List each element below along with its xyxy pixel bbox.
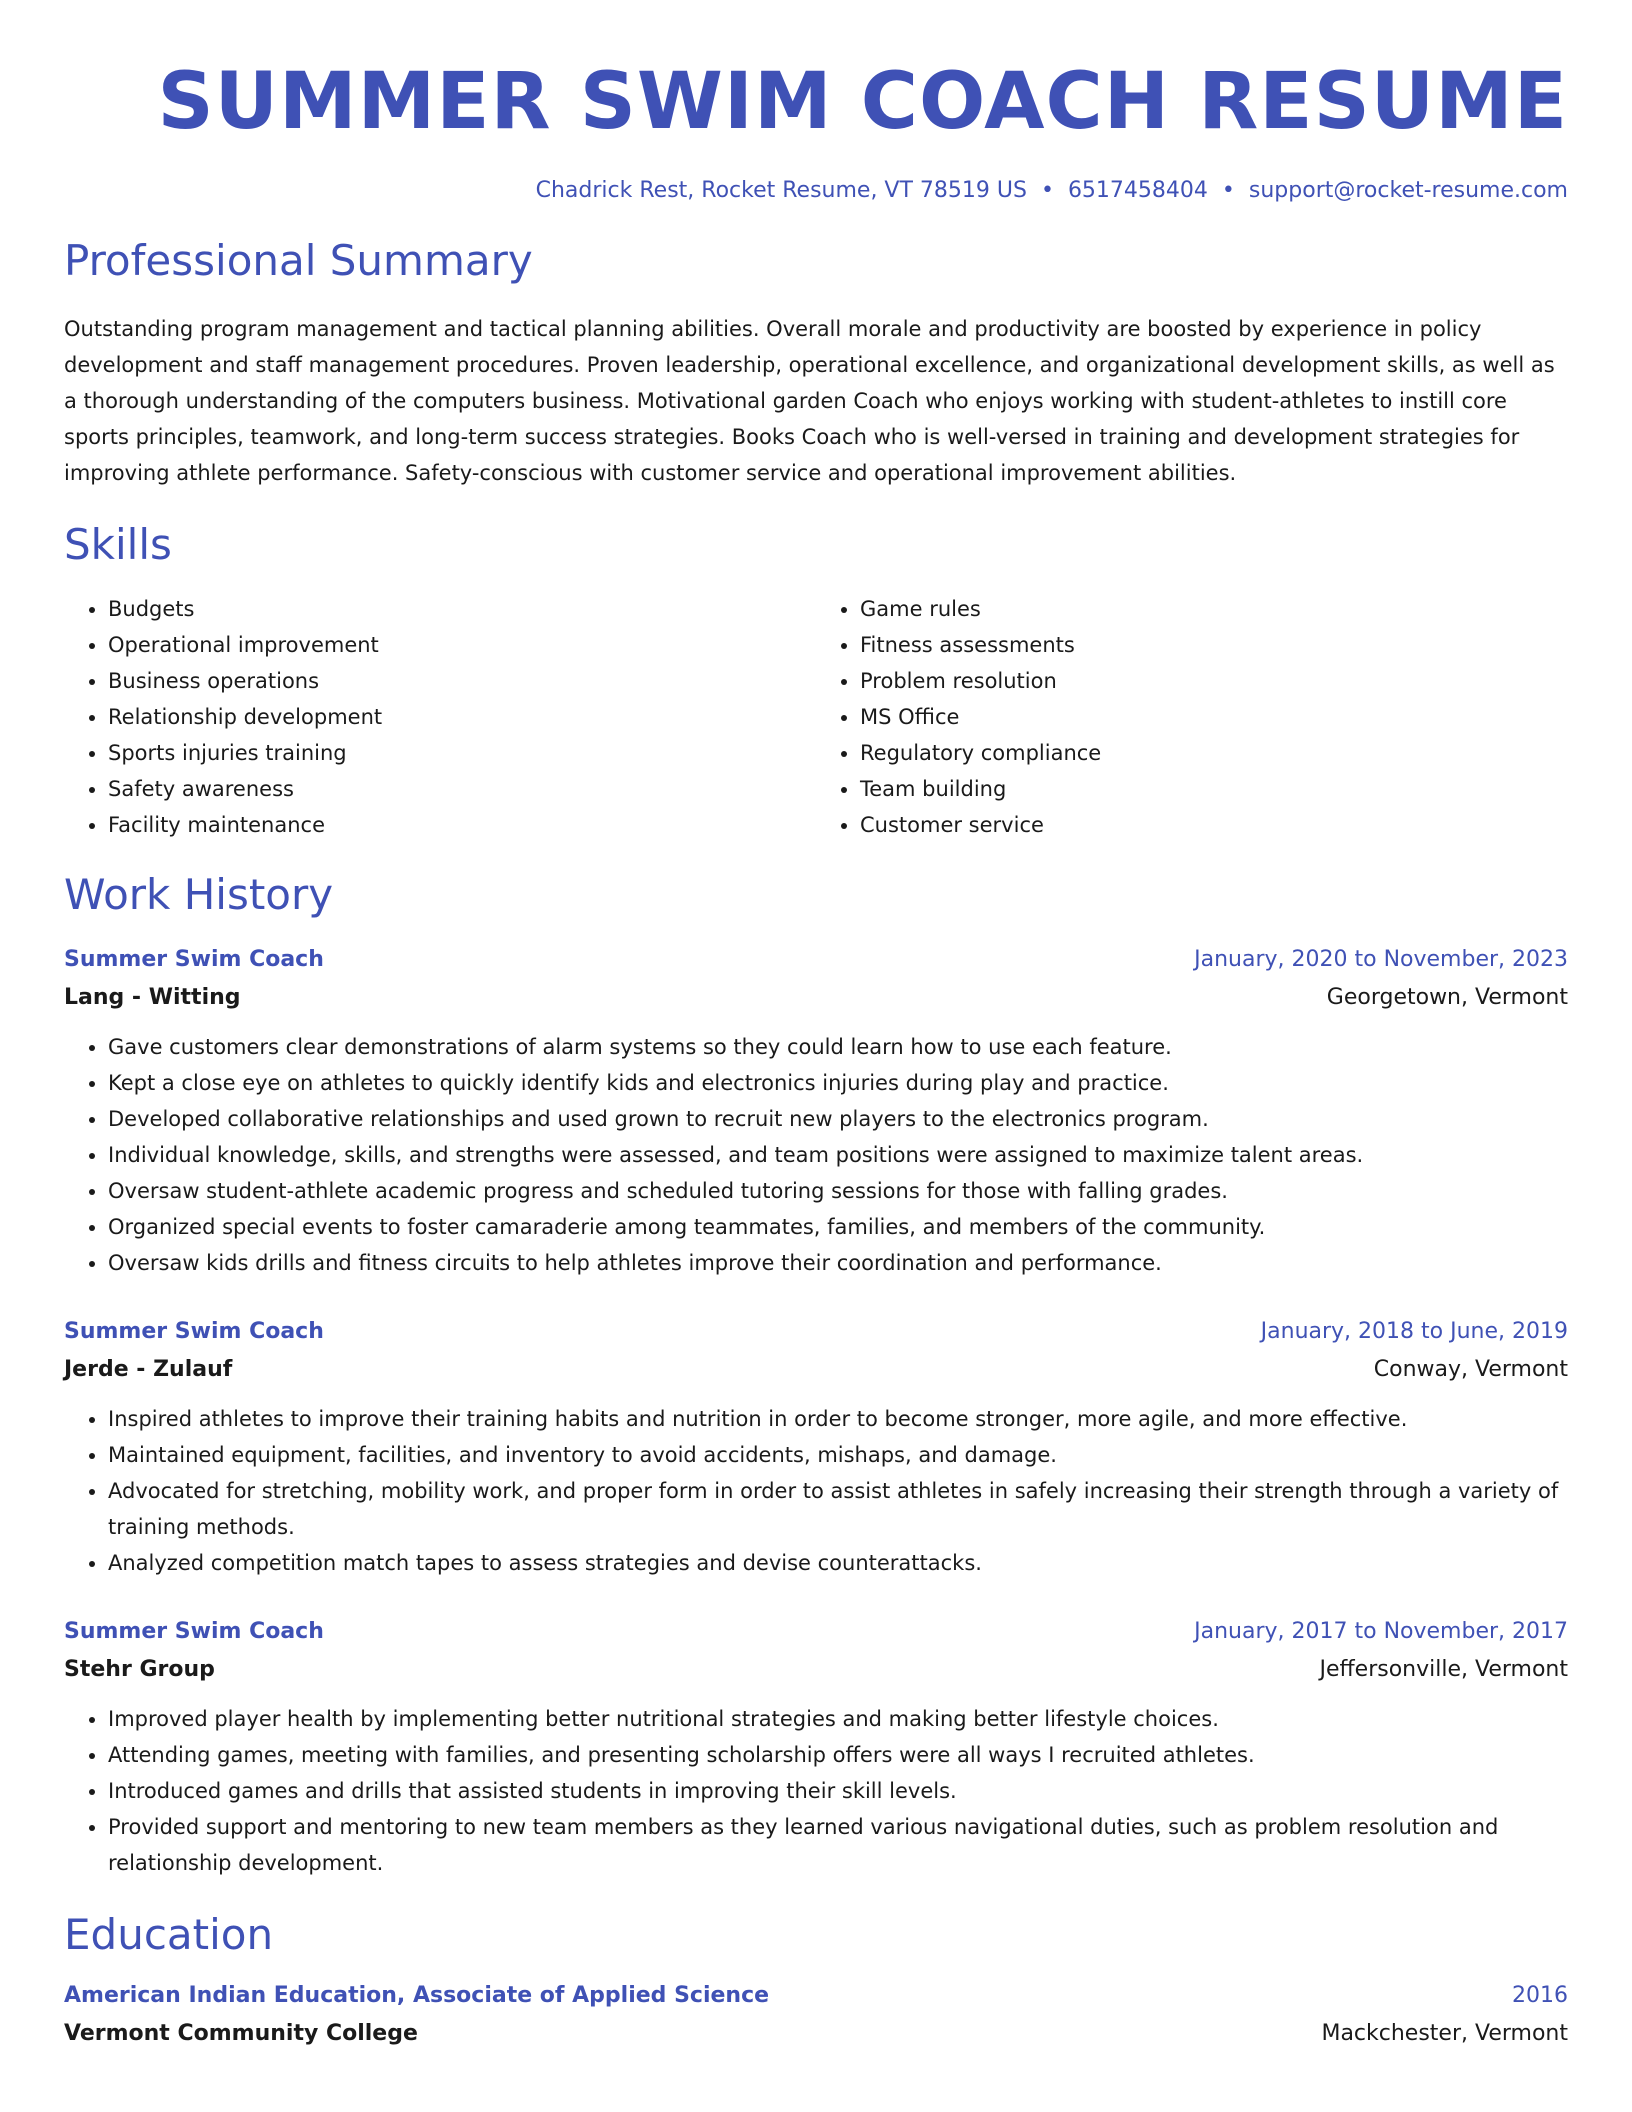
job-bullet: • Oversaw kids drills and fitness circuits to help athletes improve their coordination and performance. [108,1245,1568,1281]
skill-item: • Budgets [108,591,816,627]
skill-item: • Team building [860,771,1568,807]
job-title: Summer Swim Coach [64,1319,324,1344]
education-location: Mackchester, Vermont [1321,2021,1568,2046]
resume-title: SUMMER SWIM COACH RESUME [157,57,1568,147]
job-entry [64,1313,1568,1581]
job-location: Jeffersonville, Vermont [1319,1657,1568,1682]
skill-item: • MS Office [860,699,1568,735]
contact-line [64,178,1568,203]
contact-phone: 6517458404 [1067,178,1208,203]
job-company: Lang - Witting [64,985,241,1010]
education-school: Vermont Community College [64,2021,418,2046]
job-bullet-list [64,1701,1568,1881]
job-bullet: • Analyzed competition match tapes to assess strategies and devise counterattacks. [108,1545,1568,1581]
skills-list [64,591,1568,843]
contact-separator: • [1221,178,1235,203]
job-dates: January, 2017 to November, 2017 [1194,1619,1568,1644]
job-bullet-list [64,1029,1568,1281]
job-company: Stehr Group [64,1657,215,1682]
contact-separator: • [1040,178,1054,203]
skills-heading: Skills [64,520,172,569]
education-year: 2016 [1512,1983,1568,2008]
job-bullet: • Maintained equipment, facilities, and inventory to avoid accidents, mishaps, and damage. [108,1437,1568,1473]
job-dates: January, 2020 to November, 2023 [1194,947,1568,972]
job-bullet: • Oversaw student-athlete academic progress and scheduled tutoring sessions for those with falling grades. [108,1173,1568,1209]
skill-item: • Facility maintenance [108,807,816,843]
job-bullet: • Developed collaborative relationships and used grown to recruit new players to the electronics program. [108,1101,1568,1137]
job-entry [64,941,1568,1281]
job-bullet: • Kept a close eye on athletes to quickly identify kids and electronics injuries during play and practice. [108,1065,1568,1101]
contact-email: support@rocket-resume.com [1248,178,1568,203]
job-bullet: • Introduced games and drills that assisted students in improving their skill levels. [108,1773,1568,1809]
job-bullet: • Inspired athletes to improve their training habits and nutrition in order to become stronger, more agile, and more effective. [108,1401,1568,1437]
education-heading: Education [64,1910,274,1959]
job-bullet: • Advocated for stretching, mobility work, and proper form in order to assist athletes in safely increasing their strength through a variety of training methods. [108,1473,1568,1545]
job-title: Summer Swim Coach [64,947,324,972]
job-title: Summer Swim Coach [64,1619,324,1644]
skill-item: • Operational improvement [108,627,816,663]
job-location: Georgetown, Vermont [1326,985,1568,1010]
skills-column-right [816,591,1568,843]
job-bullet: • Gave customers clear demonstrations of alarm systems so they could learn how to use each feature. [108,1029,1568,1065]
job-bullet: • Improved player health by implementing better nutritional strategies and making better lifestyle choices. [108,1701,1568,1737]
skill-item: • Game rules [860,591,1568,627]
skill-item: • Fitness assessments [860,627,1568,663]
summary-heading: Professional Summary [64,236,533,285]
skill-item: • Safety awareness [108,771,816,807]
job-bullet-list [64,1401,1568,1581]
work-history-heading: Work History [64,870,334,919]
skill-item: • Sports injuries training [108,735,816,771]
job-company: Jerde - Zulauf [64,1357,233,1382]
job-bullet: • Attending games, meeting with families, and presenting scholarship offers were all ways I recruited athletes. [108,1737,1568,1773]
skill-item: • Business operations [108,663,816,699]
job-bullet: • Provided support and mentoring to new team members as they learned various navigational duties, such as problem resolution and relationship development. [108,1809,1568,1881]
job-location: Conway, Vermont [1373,1357,1568,1382]
job-bullet: • Organized special events to foster camaraderie among teammates, families, and members of the community. [108,1209,1568,1245]
education-degree: American Indian Education, Associate of Applied Science [64,1983,770,2008]
skill-item: • Customer service [860,807,1568,843]
skill-item: • Problem resolution [860,663,1568,699]
job-entry [64,1613,1568,1881]
job-bullet: • Individual knowledge, skills, and strengths were assessed, and team positions were assigned to maximize talent areas. [108,1137,1568,1173]
education-entry [64,1977,1568,2053]
summary-text: Outstanding program management and tactical planning abilities. Overall morale and productivity are boosted by experience in policy development and staff management procedures. Proven leadership, operational excellence, and organizational development skills, as well as a thorough understanding of the computers business. Motivational garden Coach who enjoys working with student-athletes to instill core sports principles, teamwork, and long-term success strategies. Books Coach who is well-versed in training and development strategies for improving athlete performance. Safety-conscious with customer service and operational improvement abilities. [64,317,1555,485]
skills-column-left [64,591,816,843]
contact-address: Chadrick Rest, Rocket Resume, VT 78519 US [535,178,1027,203]
job-dates: January, 2018 to June, 2019 [1260,1319,1568,1344]
skill-item: • Relationship development [108,699,816,735]
skill-item: • Regulatory compliance [860,735,1568,771]
